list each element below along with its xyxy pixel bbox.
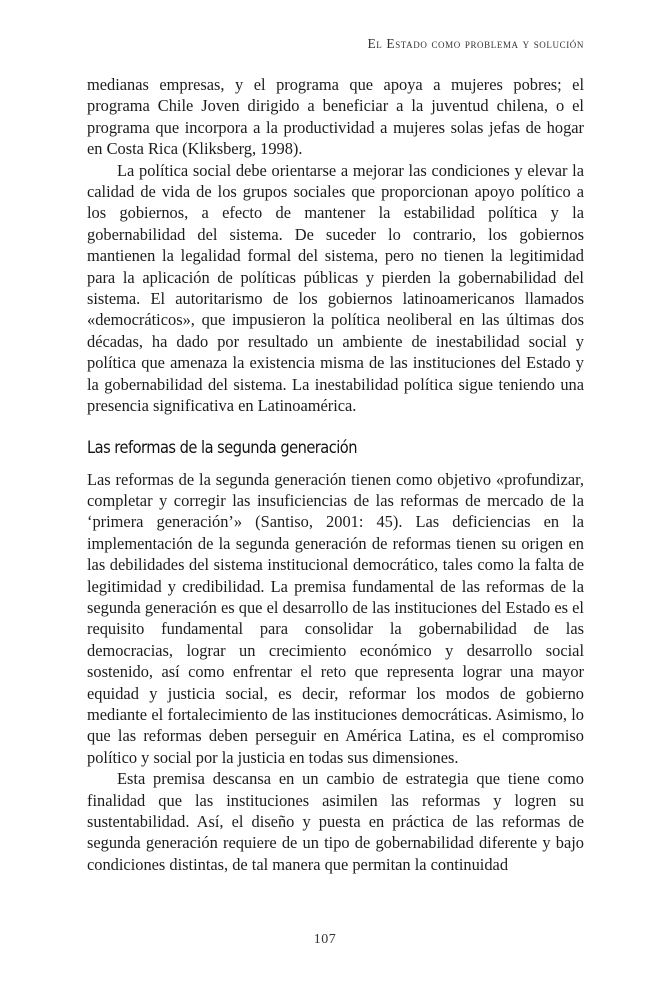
body-paragraph-continued: medianas empresas, y el programa que apoya a mujeres pobres; el programa Chile Joven dirigido a beneficiar a la juventud chilena, o el programa que incorpora a la productividad a mujeres solas jefas de hogar en Costa Rica (Kliksberg, 1998).: [87, 75, 584, 159]
body-paragraph: Esta premisa descansa en un cambio de estrategia que tiene como finalidad que las instituciones asimilen las reformas y logren su sustentabilidad. Así, el diseño y puesta en práctica de las reformas de segunda generación requiere de un tipo de gobernabilidad diferente y bajo condiciones distintas, de tal manera que permitan la continuidad: [87, 769, 584, 874]
body-paragraph: La política social debe orientarse a mejorar las condiciones y elevar la calidad de vida de los grupos sociales que proporcionan apoyo político a los gobiernos, a efecto de mantener la estabilidad política y la gobernabilidad del sistema. De suceder lo contrario, los gobiernos mantienen la legalidad formal del sistema, pero no tienen la legitimidad para la aplicación de políticas públicas y pierden la gobernabilidad del sistema. El autoritarismo de los gobiernos latinoamericanos llamados «democráticos», que impusieron la política neoliberal en las últimas dos décadas, ha dado por resultado un ambiente de inestabilidad social y política que amenaza la existencia misma de las instituciones del Estado y la gobernabilidad del sistema. La inestabilidad política sigue teniendo una presencia significativa en Latinoamérica.: [87, 160, 584, 416]
page-number: 107: [313, 932, 337, 947]
body-paragraph: Las reformas de la segunda generación tienen como objetivo «profundizar, completar y corregir las insuficiencias de las reformas de mercado de la ‘primera generación’» (Santiso, 2001: 45). Las deficiencias en la implementación de la segunda generación de reformas tienen su origen en las debilidades del sistema institucional democrático, tales como la falta de legitimidad y credibilidad. La premisa fundamental de las reformas de la segunda generación es que el desarrollo de las instituciones del Estado es el requisito fundamental para consolidar la gobernabilidad de las democracias, lograr un crecimiento económico y desarrollo social sostenido, así como enfrentar el reto que representa lograr una mayor equidad y justicia social, es decir, reformar los modos de gobierno mediante el fortalecimiento de las instituciones democráticas. Asimismo, lo que las reformas deben perseguir en América Latina, es el compromiso político y social por la justicia en todas sus dimensiones.: [87, 469, 584, 767]
page-body: [87, 74, 584, 875]
running-head: El Estado como problema y solución: [367, 36, 584, 51]
section-heading: Las reformas de la segunda generación: [87, 437, 357, 458]
